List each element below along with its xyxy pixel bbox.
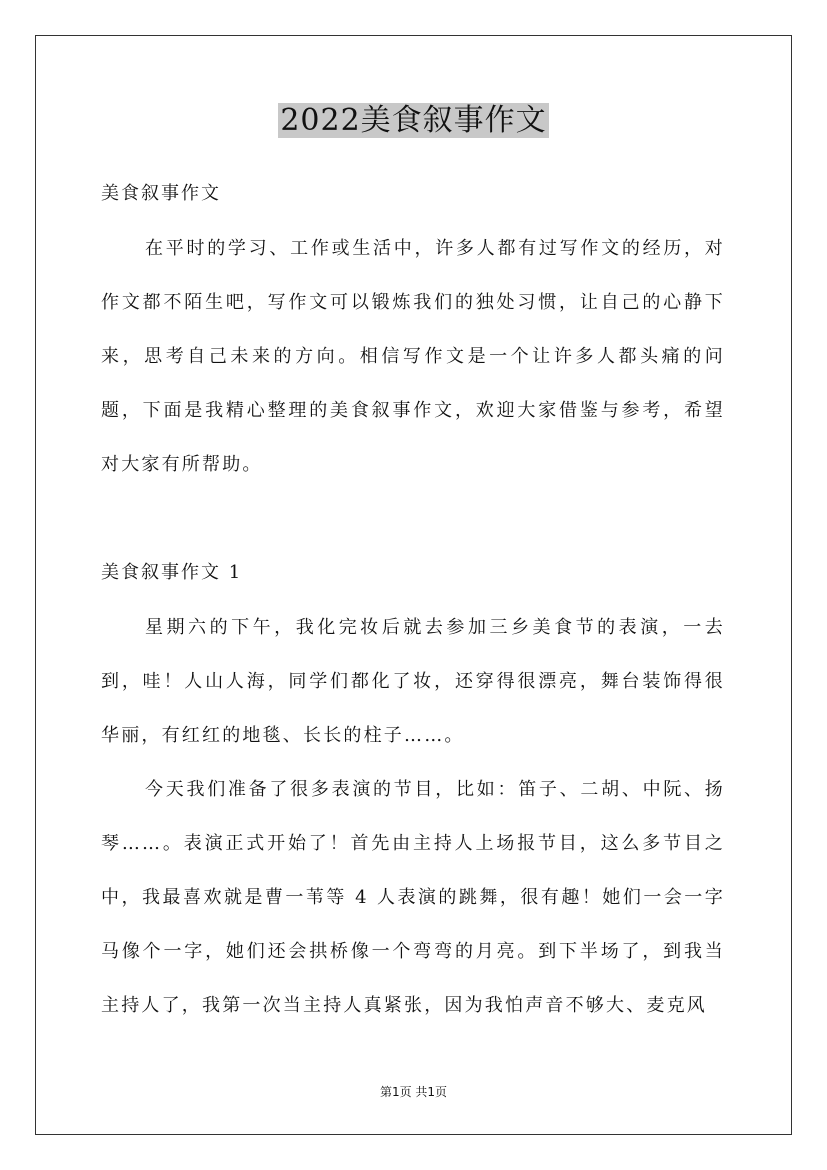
document-title: 2022美食叙事作文 bbox=[280, 103, 547, 138]
section1-paragraph-2: 今天我们准备了很多表演的节目，比如：笛子、二胡、中阮、扬琴……。表演正式开始了！首先由主持人上场报节目，这么多节目之中，我最喜欢就是曹一苇等 4 人表演的跳舞，很有趣！她们一会一字马像个一字，她们还会拱桥像一个弯弯的月亮。到下半场了，到我当主持人了，我第一次当主持人真紧张，因为我怕声音不够大、麦克风 bbox=[101, 779, 725, 1016]
intro-paragraph: 在平时的学习、工作或生活中，许多人都有过写作文的经历，对作文都不陌生吧，写作文可以锻炼我们的独处习惯，让自己的心静下来，思考自己未来的方向。相信写作文是一个让许多人都头痛的问题，下面是我精心整理的美食叙事作文，欢迎大家借鉴与参考，希望对大家有所帮助。 bbox=[101, 238, 725, 475]
section1-paragraph-1: 星期六的下午，我化完妆后就去参加三乡美食节的表演，一去到，哇！人山人海，同学们都化了妆，还穿得很漂亮，舞台装饰得很华丽，有红红的地毯、长长的柱子……。 bbox=[101, 617, 725, 746]
document-title-wrap bbox=[0, 100, 827, 142]
intro-heading: 美食叙事作文 bbox=[101, 183, 221, 204]
section1-heading: 美食叙事作文 1 bbox=[101, 562, 243, 583]
page-footer: 第1页 共1页 bbox=[379, 1085, 448, 1099]
